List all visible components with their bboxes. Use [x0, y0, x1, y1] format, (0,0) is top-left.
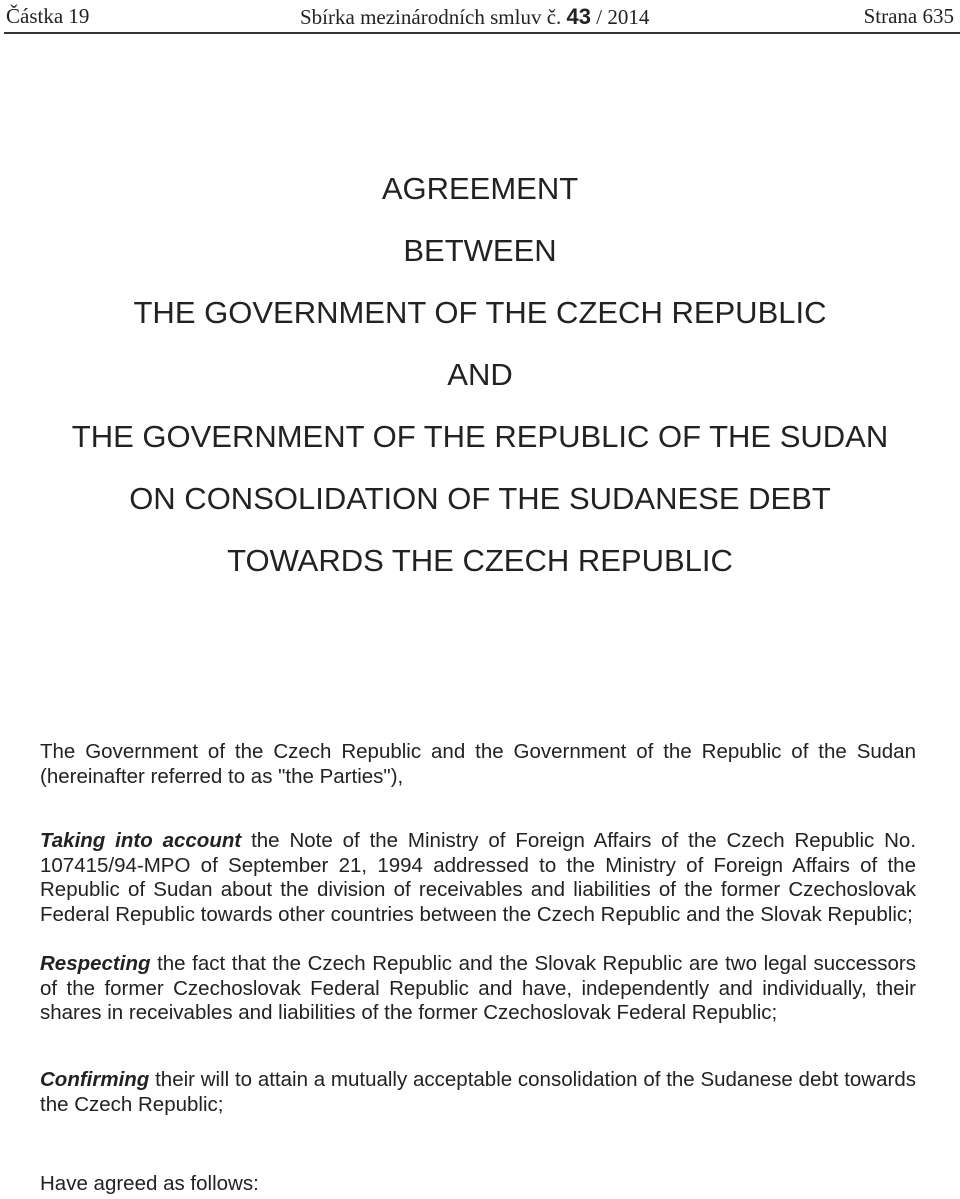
title-line: TOWARDS THE CZECH REPUBLIC — [227, 543, 733, 578]
title-line: BETWEEN — [403, 233, 557, 268]
parties-paragraph: The Government of the Czech Republic and the Government of the Republic of the Sudan (hereinafter referred to as "the Parties"), — [40, 740, 916, 788]
header-divider — [4, 32, 960, 34]
header-issue-number: 43 — [566, 4, 592, 29]
agreed-line: Have agreed as follows: — [40, 1172, 259, 1195]
header-part-number: Částka 19 — [6, 4, 90, 28]
respecting-text: the fact that the Czech Republic and the Slovak Republic are two legal successors of the former Czechoslovak Federal Republic and have, independently and individually, their shares in receivables and liabilities of the former Czechoslovak Federal Republic; — [40, 952, 916, 1024]
title-line: AND — [447, 357, 513, 392]
header-year: / 2014 — [596, 5, 650, 29]
confirming-text: their will to attain a mutually acceptable consolidation of the Sudanese debt towards the Czech Republic; — [40, 1068, 916, 1116]
agreement-title — [0, 170, 960, 604]
title-line: ON CONSOLIDATION OF THE SUDANESE DEBT — [129, 481, 831, 516]
respecting-paragraph — [40, 952, 916, 1026]
confirming-lead: Confirming — [40, 1068, 150, 1091]
title-line: THE GOVERNMENT OF THE REPUBLIC OF THE SUDAN — [71, 419, 889, 454]
header-collection-name: Sbírka mezinárodních smluv č. — [300, 5, 562, 29]
header-page-number: Strana 635 — [863, 4, 954, 28]
page-header — [0, 0, 960, 34]
respecting-lead: Respecting — [40, 952, 151, 975]
header-collection-title — [300, 4, 649, 30]
title-line: AGREEMENT — [381, 171, 579, 206]
confirming-paragraph — [40, 1068, 916, 1117]
taking-into-account-text: the Note of the Ministry of Foreign Affairs of the Czech Republic No. 107415/94-MPO of September 21, 1994 addressed to the Ministry of Foreign Affairs of the Republic of Sudan about the division of receivables and liabilities of the former Czechoslovak Federal Republic towards other countries between the Czech Republic and the Slovak Republic; — [40, 829, 917, 926]
title-line: THE GOVERNMENT OF THE CZECH REPUBLIC — [133, 295, 827, 330]
taking-into-account-lead: Taking into account — [40, 829, 242, 852]
taking-into-account-paragraph — [40, 829, 916, 927]
